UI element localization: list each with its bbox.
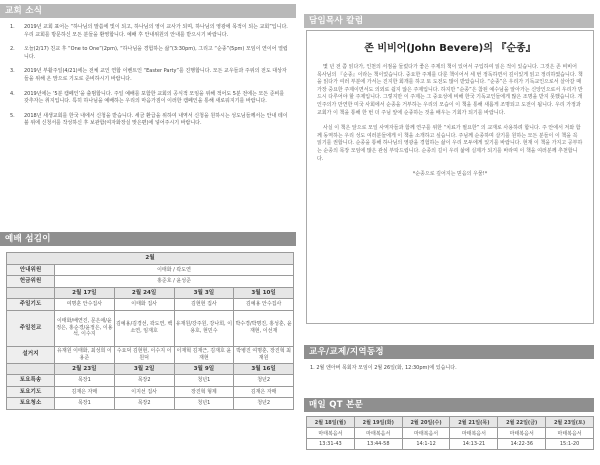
date-header: 3월 2일 <box>114 363 174 375</box>
table-row <box>7 299 294 311</box>
date-header: 2월 24일 <box>114 287 174 299</box>
table-row <box>307 417 594 428</box>
qt-date: 2월 22일(금) <box>498 417 546 428</box>
date-header: 3월 10일 <box>234 287 294 299</box>
table-row <box>7 346 294 363</box>
column-paragraph: 몇 년 전 쯤 읽다가, 인천의 서점을 둘렀다가 좋은 주제의 책이 있어서 구입하여 읽은 적이 있습니다. 그것은 존 비비어 목사님의 『순종』이라는 책이었습니다. 중요한 주제를 다룬 책이어서 세 번 정독하면서 깊이있게 읽고 정리하였습니다. 책을 읽다가 여러 부분에 가서는 진지한 회개를 하고 또 도전도 많이 받았습니다. “순종”은 우리가 기독교인으로서 살아갈 때 가장 중요한 주제이면서도 의외로 쉽지 않은 주제입니다. 하지만 “순종”은 참된 예수님을 알아가는 신앙인으로서 우리가 반드시 다루어야 할 주제입니다. 그렇지만 이 주제는 그 중요성에 비해 한국 기독교인들에게 많은 조명을 받지 못했습니다. 개인주의가 만연한 미국 사회에서 순종을 거부하는 우리의 모습이 이 책을 통해 새롭게 조명되고 도전이 됩니다. 우리 가정과 교회가 이 책을 통해 한 번 더 주님 앞에 순종하는 것을 배우는 기회가 되기를 바랍니다. <box>317 64 583 116</box>
table-cell: 여명훈 안수집사 <box>55 299 115 311</box>
church-news-section <box>0 4 296 135</box>
worship-servants-title: 예배 섬김이 <box>0 232 296 246</box>
row-label: 주일기도 <box>7 299 55 311</box>
pastor-column-box <box>306 30 594 324</box>
daily-qt-table <box>306 416 594 450</box>
table-row <box>7 264 294 276</box>
table-cell: 김재은 자매 <box>55 386 115 398</box>
qt-date: 2월 20일(수) <box>402 417 450 428</box>
table-row <box>7 287 294 299</box>
column-heading: 존 비비어(John Bevere)의 『순종』 <box>364 43 536 54</box>
table-cell: 수요덕 김현현, 이수지 이원덕 <box>114 346 174 363</box>
table-cell: 이태화 집사 <box>114 299 174 311</box>
date-header: 3월 16일 <box>234 363 294 375</box>
table-row <box>7 253 294 265</box>
qt-verse: 14:1-12 <box>402 439 450 450</box>
column-footnote: *순종으로 깊어지는 믿음의 우물!* <box>412 171 488 178</box>
table-cell: 박병진 여명훈, 장진혁 최재원 <box>234 346 294 363</box>
table-cell: 유재원/강주원, 강나희, 이용호, 현민수 <box>174 310 234 346</box>
table-cell: 목장2 <box>114 398 174 410</box>
news-item <box>10 68 290 83</box>
qt-book: 마태복음서 <box>498 428 546 439</box>
news-item-number: 1. <box>10 24 15 30</box>
qt-verse: 14:22-36 <box>498 439 546 450</box>
table-cell: 김재은 자매 <box>234 386 294 398</box>
table-cell: 이태화/배연진, 문은애/윤정은, 홍순경/윤정은, 이용석, 이수지 <box>55 310 115 346</box>
table-row <box>7 310 294 346</box>
table-cell: 이태화 / 곽도연 <box>55 264 294 276</box>
news-item-text: 오늘(2/17) 친교 후 “One to One”(2pm), “하나님을 경험하는 삶”(3:30pm), 그리고 “순종”(5pm) 모임이 연이어 열립니다. <box>24 46 288 60</box>
qt-book: 마태복음서 <box>307 428 355 439</box>
news-item <box>10 24 290 39</box>
qt-book: 마태복음서 <box>402 428 450 439</box>
news-item-text: 2019년 교회 표어는 “하나님의 말씀에 빛이 되고, 하나님의 영이 교사가 되며, 하나님의 영광에 목적이 되는 교회”입니다. 우리 교회를 방문하신 모든 분들을 환영합니다. 예배 후 안내위원의 안내를 받으시기 바랍니다. <box>24 24 288 38</box>
qt-verse: 13:31-43 <box>307 439 355 450</box>
news-item-number: 5. <box>10 112 15 119</box>
month-header: 2월 <box>7 253 294 265</box>
table-cell: 청년2 <box>234 398 294 410</box>
table-row <box>7 276 294 288</box>
table-cell: 이지선 집사 <box>114 386 174 398</box>
table-row <box>307 428 594 439</box>
column-paragraph: 사실 이 책은 앞으로 모일 사역자들과 함께 연구를 위한 “치료가 필요한” 의 교재로 사용하려 합니다. 주 안에서 저와 함께 동역하는 우리 성도 여러분들에게 이 책을 소개하고 싶습니다. 주님께 순종하며 살기를 원하는 모든 분들이 이 책을 꼭 읽기를 권합니다. 순종을 통해 하나님의 영광을 경험하는 삶이 우리 모두에게 있기를 바랍니다. 현재 이 책을 가지고 공부하는 순종의 목장 모임에 많은 관심 부탁드립니다. 순종의 길이 우리 삶에 실제가 되기를 바라며 이 책을 여러분께 추천합니다. <box>317 125 583 162</box>
row-label: 토요특송 <box>7 375 55 387</box>
news-item-text: 2018년 새생교회를 한국 내에서 신청을 받습니다. 세금 환급을 위하여 내역서 신청을 원하시는 성도님들께서는 안내 테이블 위에 신청서를 작성하신 후 보관함(여자화장실 맞은편)에 넣어주시기 바랍니다. <box>24 112 288 127</box>
qt-date: 2월 23일(토) <box>546 417 594 428</box>
row-label: 헌금위원 <box>7 276 55 288</box>
qt-date: 2월 21일(목) <box>450 417 498 428</box>
table-cell: 홍준호 / 윤성준 <box>55 276 294 288</box>
date-header: 2월 17일 <box>55 287 115 299</box>
table-row <box>7 398 294 410</box>
table-cell: 목장1 <box>55 398 115 410</box>
qt-date: 2월 18일(월) <box>307 417 355 428</box>
table-cell <box>7 363 55 375</box>
date-header: 3월 3일 <box>174 287 234 299</box>
table-cell: 김현현 집사 <box>174 299 234 311</box>
table-row <box>7 375 294 387</box>
qt-verse: 14:13-21 <box>450 439 498 450</box>
date-header: 3월 9일 <box>174 363 234 375</box>
daily-qt-section <box>306 416 594 450</box>
date-header: 2월 23일 <box>55 363 115 375</box>
table-cell: 이재혁 김재근, 김재호 윤재현 <box>174 346 234 363</box>
row-label: 토요청소 <box>7 398 55 410</box>
qt-verse: 13:44-58 <box>354 439 402 450</box>
news-item-number: 2. <box>10 46 15 53</box>
qt-date: 2월 19일(화) <box>354 417 402 428</box>
table-cell: 청년1 <box>174 398 234 410</box>
row-label: 설거지 <box>7 346 55 363</box>
news-item <box>10 113 290 128</box>
table-cell: 유재원 이태화, 최성희 이용준 <box>55 346 115 363</box>
news-item-text: 2019년 부활주일(4/21)에는 전체 교인 연합 이벤트인 “Easter Party”를 진행합니다. 모든 교우들과 주위의 전도 대상자들을 위해 온 맘으로 기도로 준비하시기 바랍니다. <box>24 68 287 82</box>
news-item-number: 3. <box>10 68 15 75</box>
table-row <box>7 363 294 375</box>
row-label: 주일친교 <box>7 310 55 346</box>
table-cell: 김예용 안수집사 <box>234 299 294 311</box>
qt-book: 마태복음서 <box>450 428 498 439</box>
row-label: 토요기도 <box>7 386 55 398</box>
news-item <box>10 46 290 61</box>
table-cell: 목장1 <box>55 375 115 387</box>
qt-book: 마태복음서 <box>546 428 594 439</box>
church-news-title: 교회 소식 <box>0 4 296 18</box>
qt-verse: 15:1-20 <box>546 439 594 450</box>
right-column <box>300 0 600 465</box>
news-item <box>10 91 290 106</box>
row-label: 안내위원 <box>7 264 55 276</box>
community-news-text: 1. 2월 엔아버 목회자 모임이 2월 26일(화, 12:30pm)에 있습니다. <box>310 365 457 371</box>
table-cell: 장진혁 형제 <box>174 386 234 398</box>
news-item-number: 4. <box>10 90 15 97</box>
table-cell: 목장2 <box>114 375 174 387</box>
church-news-list <box>0 18 296 128</box>
worship-servants-table <box>6 252 294 410</box>
table-cell: 김예용/김경선, 곽도연, 백소연, 임재호 <box>114 310 174 346</box>
table-cell <box>7 287 55 299</box>
pastor-column-title: 담임목사 칼럼 <box>304 14 594 28</box>
community-news-title: 교우/교제/지역동정 <box>304 345 594 359</box>
news-item-text: 2019년에는 ‘5분 캠페인’을 출범합니다. 주일 예배를 포함한 교회의 공식적 모임을 위해 적어도 5분 전에는 모든 준비를 갖추자는 취지입니다. 특히 하나님을 예배하는 우리의 마음가짐이 이러한 캠페인을 통해 새로워지기를 바랍니다. <box>24 90 285 105</box>
table-cell: 청년1 <box>174 375 234 387</box>
table-row <box>7 386 294 398</box>
table-cell: 박수경/박명진, 홍성훈, 윤재현, 이선재 <box>234 310 294 346</box>
table-row <box>307 439 594 450</box>
qt-book: 마태복음서 <box>354 428 402 439</box>
worship-servants-section <box>0 232 296 410</box>
daily-qt-title: 매일 QT 본문 <box>304 398 594 412</box>
table-cell: 청년2 <box>234 375 294 387</box>
